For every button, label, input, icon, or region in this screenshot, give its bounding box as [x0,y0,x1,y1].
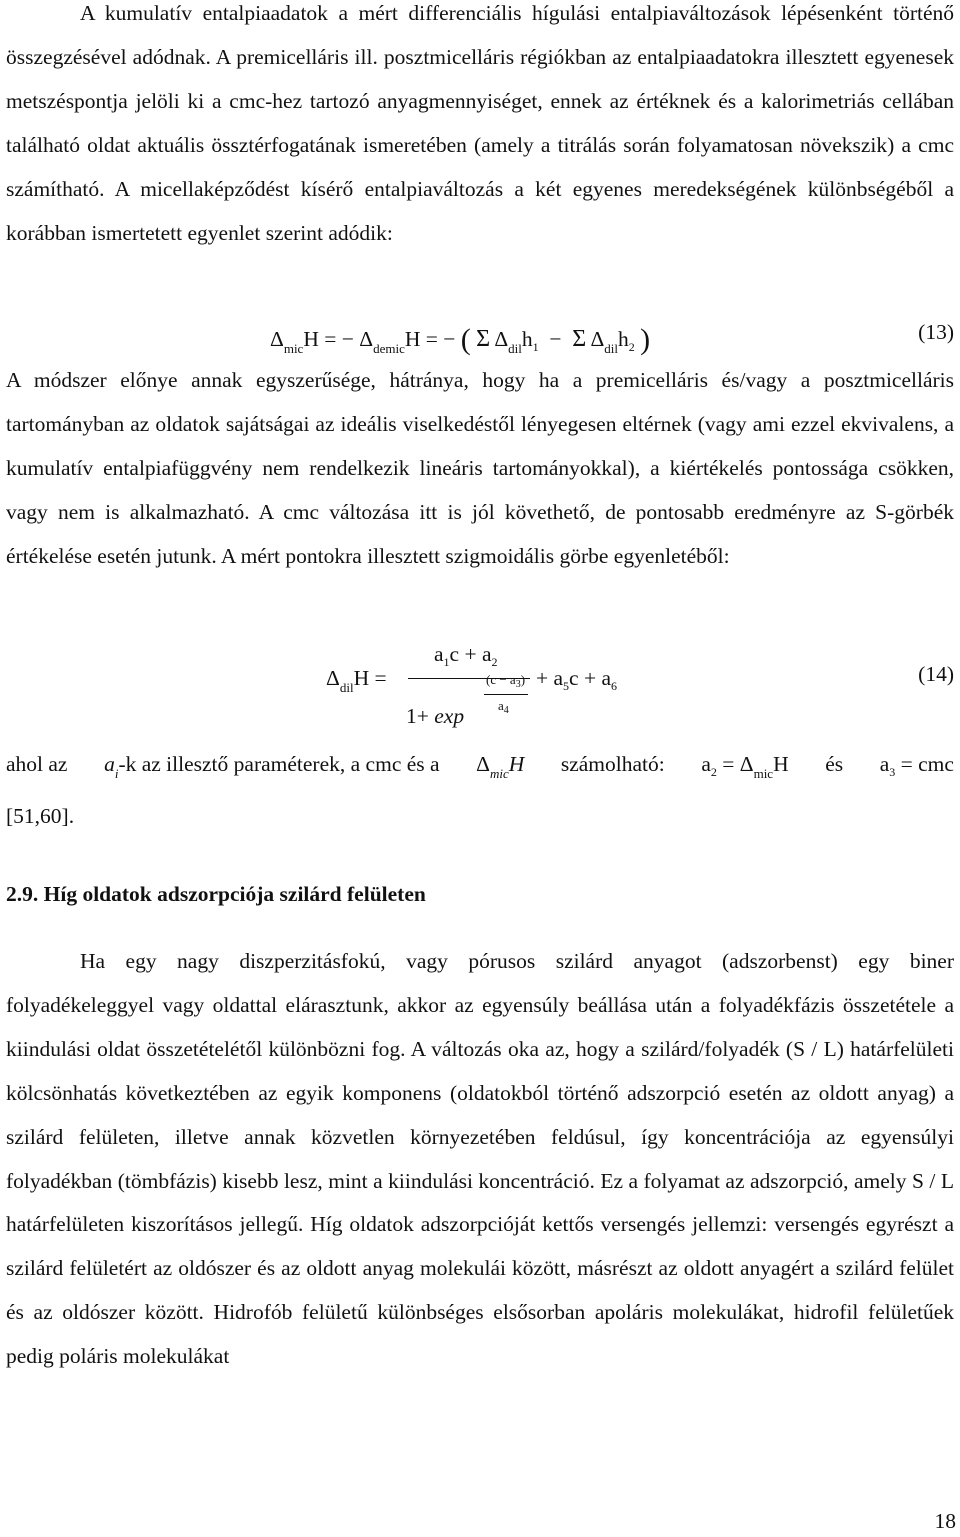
slope-symbol: h [521,327,533,351]
right-paren: ) [640,323,651,356]
reference: [51,60]. [6,804,75,828]
subscript-2: 2 [628,340,635,354]
page-number: 18 [934,1509,956,1533]
equation-13 [270,320,650,354]
delta-symbol: Δ [590,327,605,351]
ai-symbol: $a_i-k$ az illesztő paraméterek, a cmc és a [104,752,440,781]
a2-definition: $a_2 = \Delta_{mic}H$ [701,752,789,781]
sum-symbol: Σ [572,326,587,352]
a3-definition: $a_3$ = cmc [879,752,954,779]
delta-symbol: Δ [494,327,509,351]
minus-sign: − [549,327,562,351]
section-heading: 2.9. Híg oldatok adszorpciója szilárd felületen [6,882,426,906]
equation-number-13: (13) [918,320,954,344]
delta-mic-h: $\Delta_{mic}H$ [476,752,525,781]
exponent-numerator: $(c - a_3)$ [486,672,526,690]
enthalpy-symbol: H = [353,666,387,690]
text: és [825,752,844,776]
enthalpy-symbol: H [303,327,319,351]
subscript-dil: dil [604,341,618,356]
text: számolható: [560,752,665,776]
subscript-mic: mic [283,341,304,356]
left-paren: ( [460,323,471,356]
delta-symbol: Δ [270,327,284,351]
equals-minus: = − [425,327,456,351]
subscript-dil: dil [339,680,354,695]
delta-symbol: Δ [326,666,340,690]
fraction-numerator: $a_1c + a_2$ [434,642,498,669]
parameters-line [6,752,954,781]
equation-14 [326,630,666,740]
equals-minus: = − [324,327,354,351]
equation-number-14: (14) [918,662,954,686]
paragraph-method-advantage: A módszer előnye annak egyszerűsége, hátránya, hogy ha a premicelláris és/vagy a posztmicelláris tartományban az oldatok sajátságai az ideális viselkedéstől lényegesen eltérnek (vagy ami ezzel ekvivalens, a kumulatív entalpiafüggvény nem rendelkezik lineáris tartományokkal), a kiértékelés pontossága csökken, vagy nem is alkalmazható. A cmc változása itt is jól követhető, de pontosabb eredményre az S-görbék értékelése esetén jutunk. A mért pontokra illesztett szigmoidális görbe egyenletéből: [6,368,954,568]
text: ahol az [6,752,68,776]
enthalpy-symbol: H [404,327,421,351]
paragraph-cumulative-enthalpy: A kumulatív entalpiaadatok a mért differenciális hígulási entalpiaváltozások lépésenként történő összegzésével adódnak. A premicelláris ill. posztmicelláris régiókban az entalpiaadatokra illesztett egyenesek metszéspontja jelöli ki a cmc-hez tartozó anyagmennyiséget, ennek az értéknek és a kalorimetriás cellában található oldat aktuális össztérfogatának ismeretében (amely a titrálás során folyamatosan növekszik) a cmc számítható. A micellaképződést kísérő entalpiaváltozás a két egyenes meredekségének különbségéből a korábban ismertetett egyenlet szerint adódik: [6,1,954,245]
equation-tail: + $a_5c + a_6$ [536,666,618,693]
slope-symbol: h [618,327,629,351]
fraction-denominator: 1+ exp [406,704,465,728]
delta-symbol: Δ [359,327,374,351]
sum-symbol: Σ [476,326,491,352]
subscript-demic: demic [373,341,405,356]
subscript-1: 1 [532,340,539,354]
exponent-fraction-bar [484,694,528,695]
exponent-denominator: $a_4$ [498,698,509,716]
subscript-dil: dil [508,341,522,356]
paragraph-adsorption: Ha egy nagy diszperzitásfokú, vagy pórusos szilárd anyagot (adszorbenst) egy biner folyadékeleggyel vagy oldattal elárasztunk, akkor az egyensúly beállása után a folyadékfázis összetétele a kiindulási oldat összetételétől különbözni fog. A változás oka az, hogy a szilárd/folyadék (S / L) határfelületi kölcsönhatás következtében az egyik komponens (oldatokból történő adszorpció esetén az oldott anyag) a szilárd felületen, illetve annak közvetlen környezetében feldúsul, így koncentrációja az egyensúlyi folyadékban (tömbfázis) kisebb lesz, mint a kiindulási koncentráció. Ez a folyamat az adszorpció, amely S / L határfelületen kiszorításos jellegű. Híg oldatok adszorpcióját kettős versengés jellemzi: versengés egyrészt a szilárd felületért az oldószer és az oldott anyag molekulái között, másrészt az oldott anyagért a szilárd felület és az oldószer között. Hidrofób felületű különbséges elsősorban apoláris molekulákat, hidrofil felületűek pedig poláris molekulákat [6,949,954,1369]
